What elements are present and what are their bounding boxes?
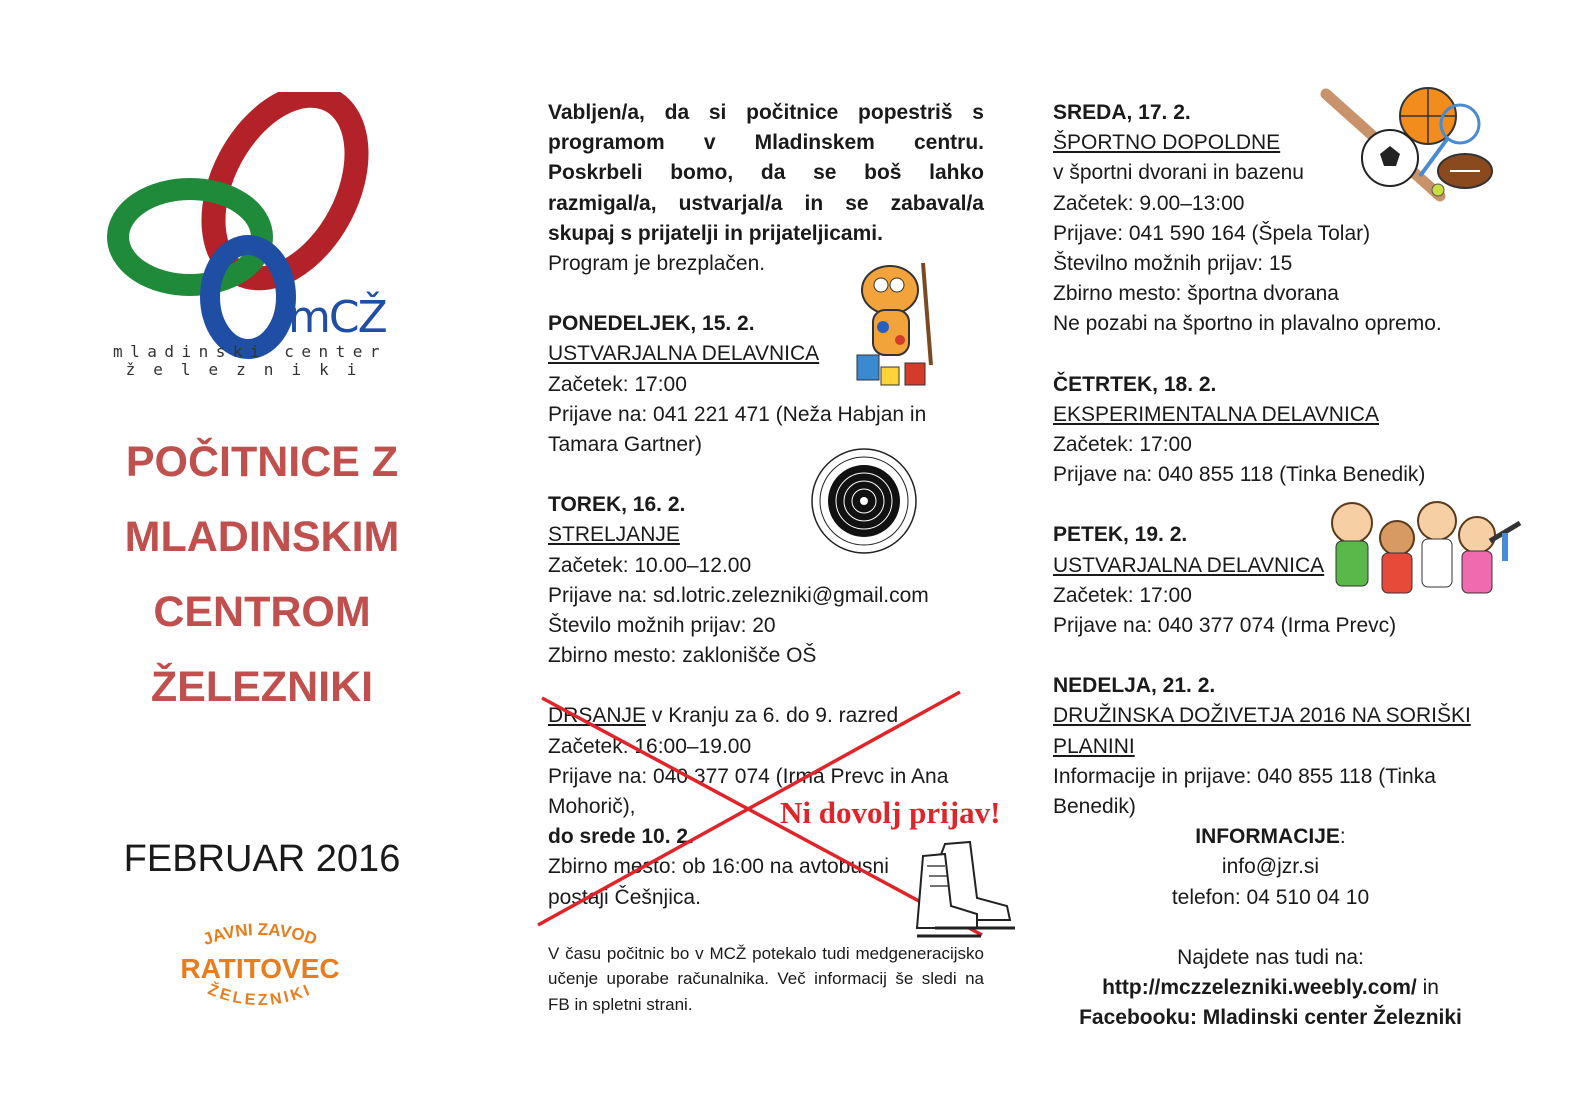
thursday-start: Začetek: 17:00	[1053, 433, 1192, 457]
info-phone: telefon: 04 510 04 10	[1171, 885, 1370, 909]
skating-title: DRSANJE	[548, 704, 647, 728]
month-label: FEBRUAR 2016	[123, 838, 401, 880]
tuesday-meeting: Zbirno mesto: zaklonišče OŠ	[548, 644, 817, 668]
wednesday-title: ŠPORTNO DOPOLDNE	[1053, 131, 1281, 155]
ratitovec-logo-graphic	[160, 920, 360, 1020]
info-url-line	[1053, 973, 1488, 1003]
friday-start: Začetek: 17:00	[1053, 583, 1192, 607]
thursday-signup: Prijave na: 040 855 118 (Tinka Benedik)	[1053, 463, 1426, 487]
logo-line1: mladinski center	[112, 342, 388, 361]
info-spacer	[1053, 913, 1488, 943]
wednesday-place: v športni dvorani in bazenu	[1053, 161, 1304, 185]
info-email: info@jzr.si	[1221, 855, 1320, 879]
monday-signup: Prijave na: 041 221 471 (Neža Habjan in Tamara Gartner)	[548, 402, 927, 457]
svg-text:JAVNI ZAVOD	[200, 920, 319, 949]
ice-skates-icon	[915, 836, 1025, 944]
title-line-4: ŽELEZNIKI	[150, 663, 374, 711]
monday-title: USTVARJALNA DELAVNICA	[548, 342, 820, 366]
monday-day: PONEDELJEK, 15. 2.	[548, 312, 755, 336]
friday-day: PETEK, 19. 2.	[1053, 523, 1188, 547]
title-line-2: MLADINSKIM	[124, 513, 400, 561]
mcz-logo	[100, 92, 400, 382]
wednesday-meeting: Zbirno mesto: športna dvorana	[1053, 282, 1339, 306]
tuesday-start: Začetek: 10.00–12.00	[548, 553, 752, 577]
skating-start: Začetek: 16:00–19.00	[548, 734, 752, 758]
tuesday-day: TOREK, 16. 2.	[548, 493, 686, 517]
thursday-title: EKSPERIMENTALNA DELAVNICA	[1053, 402, 1379, 426]
friday-title: USTVARJALNA DELAVNICA	[1053, 553, 1325, 577]
tuesday-title: STRELJANJE	[548, 523, 680, 547]
skating-deadline: do srede 10. 2.	[548, 825, 694, 849]
info-block	[1053, 822, 1488, 1033]
tuesday-count: Število možnih prijav: 20	[548, 614, 776, 638]
ratitovec-logo	[160, 920, 360, 1020]
sunday-block	[1053, 671, 1478, 822]
title-line-1: POČITNICE Z	[125, 438, 399, 486]
page-title	[82, 425, 442, 725]
wednesday-signup: Prijave: 041 590 164 (Špela Tolar)	[1053, 221, 1371, 245]
intro-block	[548, 98, 984, 279]
skating-meeting: Zbirno mesto: ob 16:00 na avtobusni postaji Češnjica.	[548, 855, 889, 909]
thursday-day: ČETRTEK, 18. 2.	[1053, 372, 1217, 396]
info-heading: INFORMACIJE	[1195, 825, 1340, 849]
info-heading-line	[1053, 822, 1488, 852]
info-facebook[interactable]: Facebooku: Mladinski center Železniki	[1079, 1006, 1462, 1030]
info-colon: :	[1339, 825, 1346, 849]
sunday-signup: Informacije in prijave: 040 855 118 (Tinka Benedik)	[1053, 764, 1436, 819]
ratitovec-top: JAVNI ZAVOD	[200, 920, 320, 950]
intro-plain: Program je brezplačen.	[548, 252, 766, 276]
wednesday-day: SREDA, 17. 2.	[1053, 101, 1191, 124]
tuesday-signup: Prijave na: sd.lotric.zelezniki@gmail.com	[548, 583, 929, 607]
wednesday-reminder: Ne pozabi na športno in plavalno opremo.	[1053, 312, 1442, 336]
info-in: in	[1416, 976, 1439, 1000]
wednesday-count: Številno možnih prijav: 15	[1053, 252, 1293, 276]
info-url[interactable]: http://mczzelezniki.weebly.com/	[1102, 976, 1417, 1000]
kids-science-icon	[1322, 493, 1527, 608]
intro-bold: Vabljen/a, da si počitnice popestriš s programom v Mladinskem centru. Poskrbeli bomo, da se boš lahko razmigal/a, ustvarjal/a in se zabaval/a skupaj s prijatelji in prijateljicami.	[548, 101, 984, 245]
sports-balls-icon	[1320, 86, 1500, 211]
monday-start: Začetek: 17:00	[548, 372, 687, 396]
ratitovec-bottom: ŽELEZNIKI	[205, 981, 315, 1010]
ratitovec-middle: RATITOVEC	[180, 953, 340, 984]
logo-mark: mCŽ	[288, 292, 386, 343]
skating-title-rest: v Kranju za 6. do 9. razred	[646, 704, 899, 728]
computer-note: V času počitnic bo v MCŽ potekalo tudi medgeneracijsko učenje uporabe računalnika. Več informacij še sledi na FB in spletni strani.	[548, 943, 984, 1014]
wednesday-start: Začetek: 9.00–13:00	[1053, 191, 1245, 215]
title-line-3: CENTROM	[153, 588, 371, 636]
skating-signup: Prijave na: 040 377 074 (Irma Prevc in Ana Mohorič),	[548, 764, 949, 819]
friday-signup: Prijave na: 040 377 074 (Irma Prevc)	[1053, 614, 1397, 638]
shooting-target-icon	[808, 447, 920, 555]
logo-line2: železniki	[125, 360, 375, 379]
sunday-day: NEDELJA, 21. 2.	[1053, 674, 1216, 698]
thursday-block	[1053, 370, 1493, 491]
painter-cat-icon	[845, 255, 945, 390]
sunday-title: DRUŽINSKA DOŽIVETJA 2016 NA SORIŠKI PLANINI	[1053, 704, 1471, 758]
cancelled-label: Ni dovolj prijav!	[780, 795, 1001, 830]
info-find-us: Najdete nas tudi na:	[1177, 946, 1364, 970]
